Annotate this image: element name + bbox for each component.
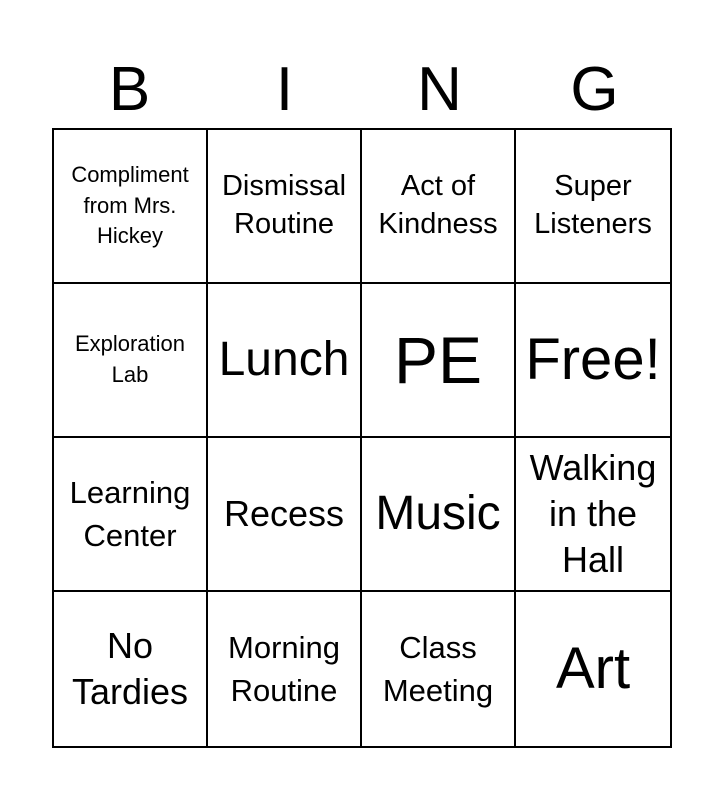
bingo-cell[interactable] — [516, 592, 670, 746]
cell-label: Free! — [525, 327, 661, 393]
bingo-cell[interactable] — [54, 130, 208, 284]
bingo-cell[interactable] — [208, 592, 362, 746]
cell-label: PE — [393, 323, 483, 397]
bingo-cell[interactable] — [516, 438, 670, 592]
bingo-cell[interactable] — [516, 130, 670, 284]
bingo-board — [52, 128, 672, 748]
header-letter-g: G — [570, 55, 619, 124]
bingo-cell[interactable] — [362, 284, 516, 438]
header-letter-n: N — [417, 55, 462, 124]
bingo-header — [52, 52, 672, 128]
bingo-cell[interactable] — [208, 130, 362, 284]
bingo-cell[interactable] — [54, 438, 208, 592]
cell-label: Compliment from Mrs. Hickey — [71, 161, 189, 249]
bingo-cell[interactable] — [362, 130, 516, 284]
bingo-cell[interactable] — [362, 438, 516, 592]
bingo-cell[interactable] — [516, 284, 670, 438]
bingo-cell[interactable] — [362, 592, 516, 746]
cell-label: Morning Routine — [228, 629, 340, 708]
cell-label: Learning Center — [69, 474, 191, 553]
bingo-cell[interactable] — [54, 284, 208, 438]
cell-label: Class Meeting — [382, 629, 494, 708]
cell-label: Dismissal Routine — [221, 170, 347, 240]
cell-label: Music — [375, 487, 501, 541]
cell-label: Exploration Lab — [74, 331, 186, 387]
header-letter-b: B — [108, 55, 151, 124]
cell-label: Recess — [223, 492, 345, 534]
cell-label: Walking in the Hall — [529, 446, 657, 581]
cell-label: Act of Kindness — [378, 170, 498, 240]
bingo-cell[interactable] — [208, 284, 362, 438]
cell-label: No Tardies — [71, 624, 189, 712]
header-letter-i: I — [275, 55, 294, 124]
cell-label: Super Listeners — [534, 170, 652, 240]
cell-label: Art — [555, 636, 631, 702]
bingo-cell[interactable] — [54, 592, 208, 746]
cell-label: Lunch — [218, 333, 350, 387]
bingo-cell[interactable] — [208, 438, 362, 592]
